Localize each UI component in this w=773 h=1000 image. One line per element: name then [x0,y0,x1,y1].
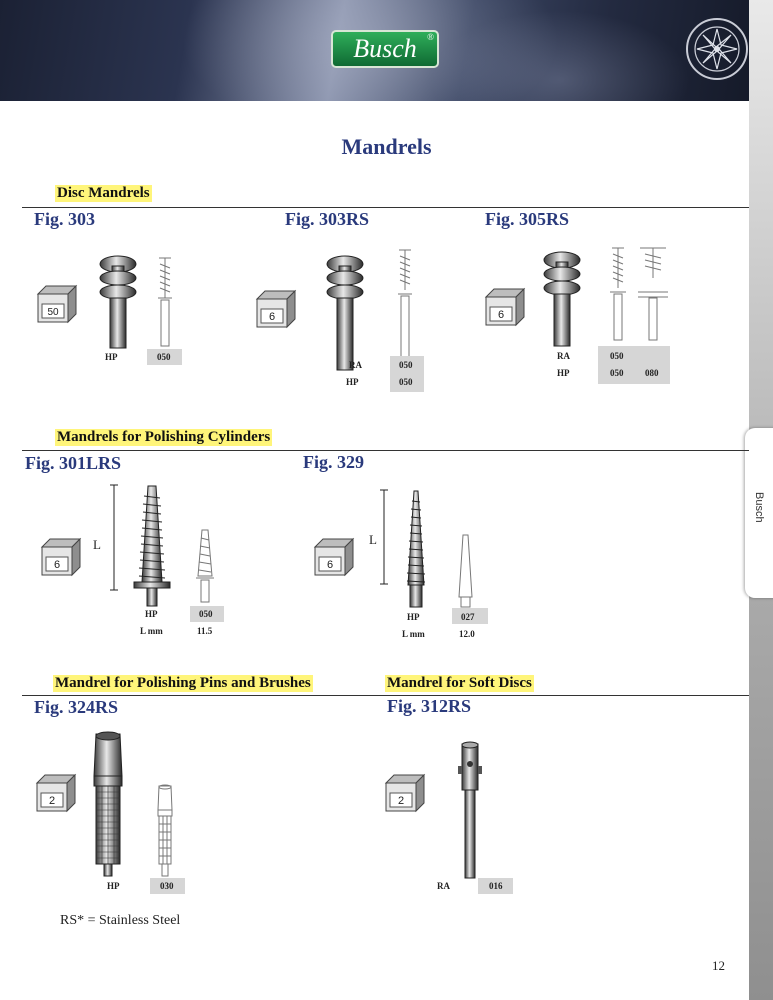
fig-303rs-title: Fig. 303RS [285,209,370,229]
fig-303-title: Fig. 303 [34,209,95,229]
logo-text: Busch [353,34,417,63]
fig-329-length-value: 12.0 [459,629,475,639]
package-icon [313,537,355,577]
section-divider [22,695,749,696]
length-dimension-label: L [369,532,377,547]
svg-text:6: 6 [497,309,505,321]
section-title-disc-mandrels: Disc Mandrels [57,185,150,201]
fig-301lrs-title: Fig. 301LRS [25,453,122,473]
mandrel-312rs-image [450,740,490,880]
fig-312rs-title: Fig. 312RS [387,696,472,716]
section-tab-label: Busch [753,492,765,523]
package-icon [384,773,426,813]
fig-324rs-title: Fig. 324RS [34,697,119,717]
fig-303rs-type-hp: HP [346,377,359,387]
section-title-soft-discs: Mandrel for Soft Discs [387,675,532,691]
section-title-pins-brushes: Mandrel for Polishing Pins and Brushes [55,675,311,691]
mandrel-301lrs-image [104,482,234,607]
section-title-polishing-cylinders: Mandrels for Polishing Cylinders [57,429,271,445]
page-number: 12 [712,958,725,973]
fig-324rs-code: 030 [160,881,174,891]
section-divider [22,450,749,451]
package-icon [36,284,78,324]
page-title: Mandrels [341,134,432,159]
mandrel-305rs-image [530,242,680,347]
fig-305rs-type-ra: RA [557,351,570,361]
fig-303-code: 050 [157,352,171,362]
mandrel-303-image [88,240,198,350]
fig-301lrs-code: 050 [199,609,213,619]
svg-text:6: 6 [53,559,61,571]
fig-303-type: HP [105,352,118,362]
svg-text:2: 2 [48,795,56,807]
package-icon [484,287,526,327]
svg-text:6: 6 [326,559,334,571]
fig-301lrs-length-value: 11.5 [197,626,213,636]
fig-305rs-code-ra: 050 [610,351,624,361]
fig-324rs-type: HP [107,881,120,891]
header-banner [0,0,749,101]
fig-312rs-type: RA [437,881,450,891]
registered-mark: ® [427,32,434,42]
fig-303rs-type-ra: RA [349,360,362,370]
mandrel-303rs-image [315,242,425,372]
svg-text:2: 2 [397,795,405,807]
mandrel-329-image [376,487,486,612]
fig-305rs-title: Fig. 305RS [485,209,570,229]
length-dimension-label: L [93,537,101,552]
fig-329-title: Fig. 329 [303,452,364,472]
fig-301lrs-length-label: L mm [140,626,163,636]
fig-329-code: 027 [461,612,475,622]
fig-301lrs-type: HP [145,609,158,619]
package-icon [255,289,297,329]
busch-logo[interactable] [331,30,439,68]
fig-305rs-code-hp-2: 080 [645,368,659,378]
pack-count: 50 [47,307,59,318]
fig-303rs-code-ra: 050 [399,360,413,370]
fig-305rs-code-hp-1: 050 [610,368,624,378]
fig-305rs-type-hp: HP [557,368,570,378]
svg-text:6: 6 [268,311,276,323]
fig-329-type: HP [407,612,420,622]
quality-seal-icon [685,17,749,81]
code-box [598,346,670,384]
section-divider [22,207,749,208]
mandrel-324rs-image [88,730,188,878]
fig-303rs-code-hp: 050 [399,377,413,387]
fig-312rs-code: 016 [489,881,503,891]
fig-329-length-label: L mm [402,629,425,639]
package-icon [35,773,77,813]
footnote: RS* = Stainless Steel [60,913,181,928]
package-icon [40,537,82,577]
